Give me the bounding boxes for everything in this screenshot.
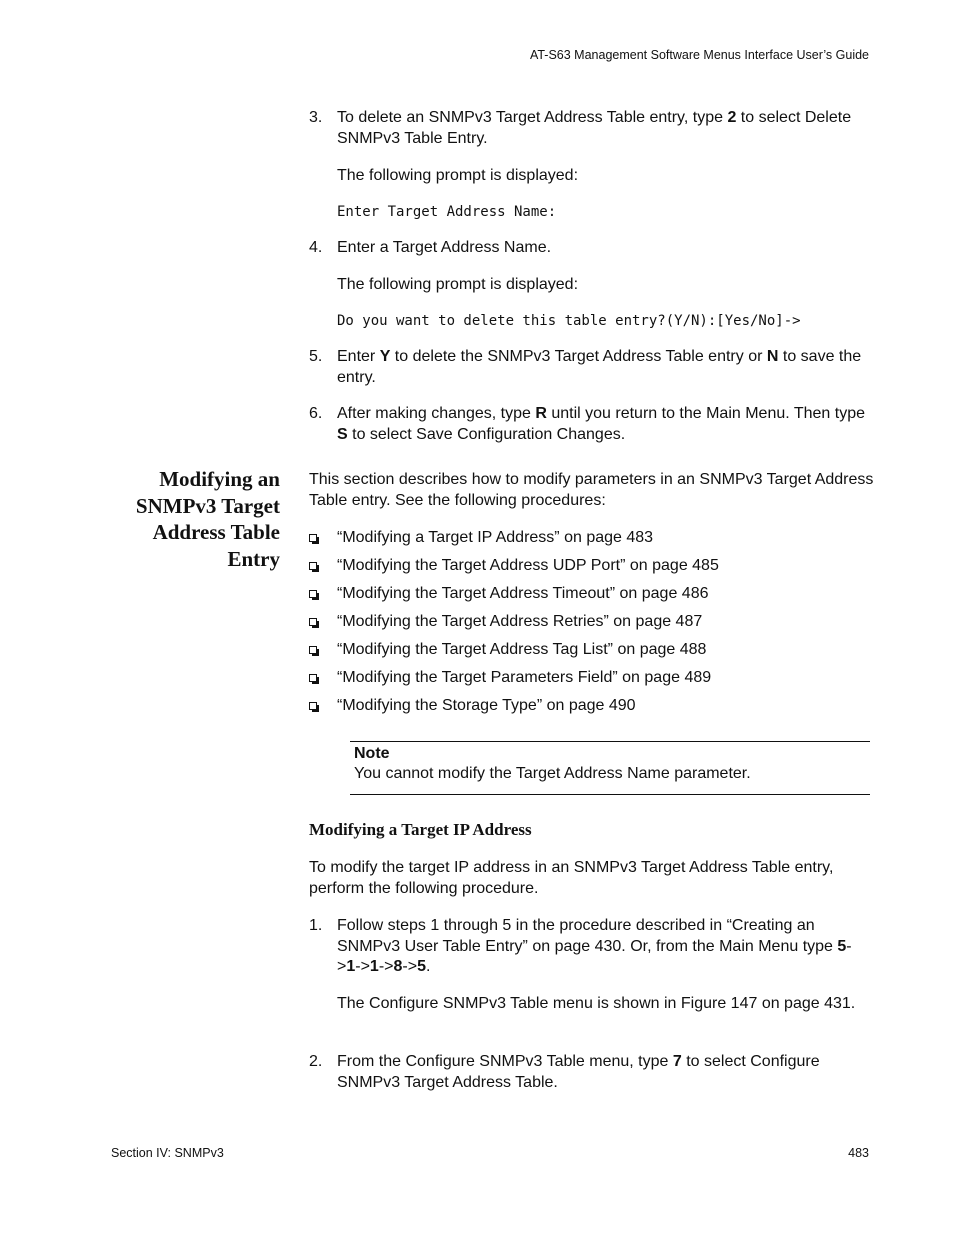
prompt-text: The following prompt is displayed: — [337, 167, 579, 184]
note-text: You cannot modify the Target Address Name parameter. — [354, 765, 751, 782]
subsection-intro: To modify the target IP address in an SNMPv3 Target Address Table entry, perform the following procedure. — [309, 859, 834, 897]
checkbox-bullet-icon — [309, 674, 317, 682]
checkbox-bullet-icon — [309, 534, 317, 542]
step-text: From the Configure SNMPv3 Table menu, type 7 to select Configure SNMPv3 Target Address Table. — [337, 1053, 820, 1091]
step-number: 4. — [309, 239, 323, 256]
step-number: 3. — [309, 109, 323, 126]
prompt-text: The following prompt is displayed: — [337, 276, 579, 293]
section-heading: Modifying an SNMPv3 Target Address Table Entry — [135, 467, 280, 571]
footer-page-number: 483 — [848, 1146, 869, 1160]
checkbox-bullet-icon — [309, 618, 317, 626]
code-prompt: Enter Target Address Name: — [337, 204, 557, 220]
step-number: 6. — [309, 405, 323, 422]
note-bottom-rule — [350, 794, 870, 795]
step-text: Follow steps 1 through 5 in the procedure described in “Creating an SNMPv3 User Table Entry” on page 430. Or, from the Main Menu type 5->1->1->8->5. — [337, 917, 852, 975]
section-intro: This section describes how to modify parameters in an SNMPv3 Target Address Table entry. See the following procedures: — [309, 471, 874, 509]
note-top-rule — [350, 741, 870, 742]
subsection-heading: Modifying a Target IP Address — [309, 820, 532, 839]
step-number: 1. — [309, 917, 323, 934]
step-text: To delete an SNMPv3 Target Address Table entry, type 2 to select Delete SNMPv3 Table Entry. — [337, 109, 852, 147]
step-text: After making changes, type R until you return to the Main Menu. Then type S to select Save Configuration Changes. — [337, 405, 865, 443]
note-label: Note — [354, 745, 390, 762]
step-followup-text: The Configure SNMPv3 Table menu is shown in Figure 147 on page 431. — [337, 995, 856, 1012]
step-number: 2. — [309, 1053, 323, 1070]
checkbox-bullet-icon — [309, 702, 317, 710]
step-text: Enter a Target Address Name. — [337, 239, 552, 256]
checkbox-bullet-icon — [309, 590, 317, 598]
checkbox-bullet-icon — [309, 562, 317, 570]
checkbox-bullet-icon — [309, 646, 317, 654]
step-number: 5. — [309, 348, 323, 365]
code-prompt: Do you want to delete this table entry?(Y/N):[Yes/No]-> — [337, 313, 801, 329]
step-text: Enter Y to delete the SNMPv3 Target Address Table entry or N to save the entry. — [337, 348, 862, 386]
footer-section: Section IV: SNMPv3 — [111, 1146, 224, 1160]
running-header: AT-S63 Management Software Menus Interface User’s Guide — [529, 48, 869, 62]
